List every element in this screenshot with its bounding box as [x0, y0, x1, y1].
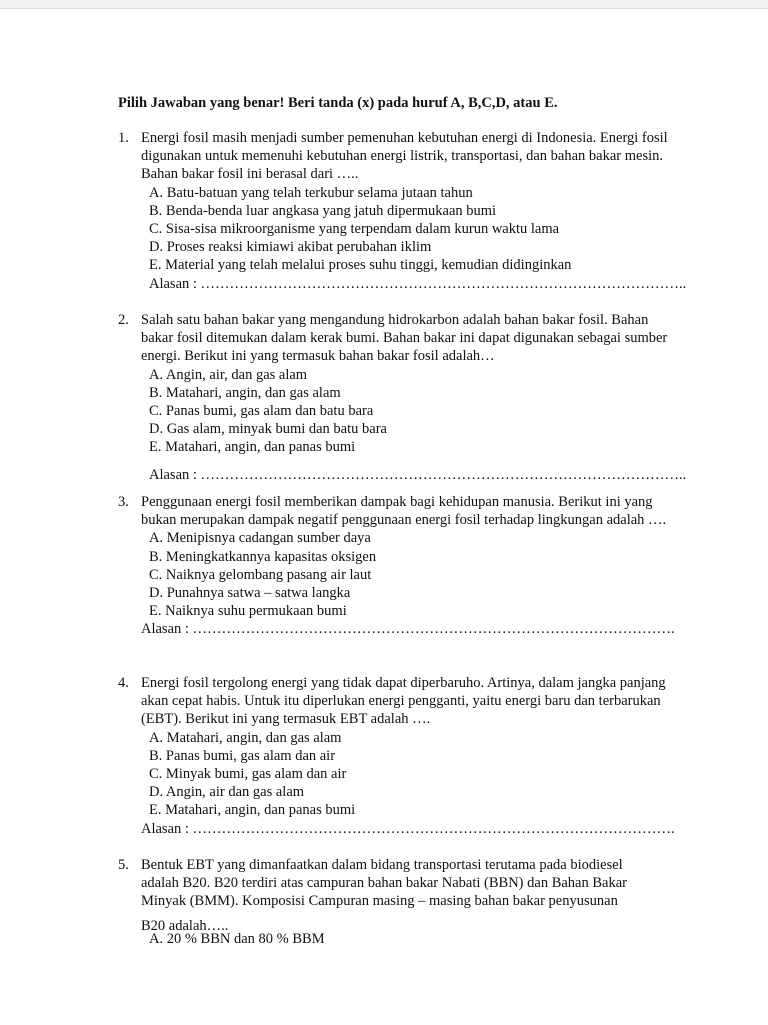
question-5: [118, 856, 678, 947]
question-1: [118, 129, 687, 293]
option-b[interactable]: B. Benda-benda luar angkasa yang jatuh dipermukaan bumi: [149, 202, 497, 219]
option-d[interactable]: D. Angin, air dan gas alam: [149, 784, 305, 801]
option-list: [149, 366, 678, 457]
option-b[interactable]: B. Matahari, angin, dan gas alam: [149, 384, 341, 401]
question-3: [118, 493, 678, 639]
option-c[interactable]: C. Minyak bumi, gas alam dan air: [149, 766, 347, 783]
option-b[interactable]: B. Panas bumi, gas alam dan air: [149, 747, 336, 764]
option-a[interactable]: A. 20 % BBN dan 80 % BBM: [149, 931, 325, 947]
option-a[interactable]: A. Angin, air, dan gas alam: [149, 366, 308, 383]
stem-line: adalah B20. B20 terdiri atas campuran bahan bakar Nabati (BBN) dan Bahan Bakar: [141, 875, 627, 892]
reason-line[interactable]: Alasan : ………………………………………………………………………………………..: [149, 466, 687, 483]
option-e[interactable]: E. Naiknya suhu permukaan bumi: [149, 603, 347, 620]
question-2: [118, 311, 687, 484]
question-stem: Penggunaan energi fosil memberikan dampak bagi kehidupan manusia. Berikut ini yang bukan merupakan dampak negatif penggunaan energi fosil terhadap lingkungan adalah ….: [141, 494, 667, 529]
instruction-heading: Pilih Jawaban yang benar! Beri tanda (x) pada huruf A, B,C,D, atau E.: [118, 95, 558, 111]
document-page: [0, 8, 768, 1025]
option-list: [149, 529, 678, 620]
option-c[interactable]: C. Sisa-sisa mikroorganisme yang terpendam dalam kurun waktu lama: [149, 221, 560, 238]
question-number: 1.: [118, 130, 129, 146]
option-d[interactable]: D. Proses reaksi kimiawi akibat perubahan iklim: [149, 239, 432, 256]
option-d[interactable]: D. Punahnya satwa – satwa langka: [149, 585, 351, 602]
option-b[interactable]: B. Meningkatkannya kapasitas oksigen: [149, 548, 377, 565]
option-e[interactable]: E. Matahari, angin, dan panas bumi: [149, 439, 356, 456]
reason-line[interactable]: Alasan : ……………………………………………………………………………………….: [141, 621, 675, 638]
question-number: 2.: [118, 312, 129, 328]
stem-line: B20 adalah…..: [141, 917, 229, 934]
reason-line[interactable]: Alasan : ……………………………………………………………………………………….: [141, 820, 675, 837]
option-a[interactable]: A. Batu-batuan yang telah terkubur selama jutaan tahun: [149, 184, 473, 201]
option-a[interactable]: A. Matahari, angin, dan gas alam: [149, 729, 342, 746]
question-stem: Energi fosil tergolong energi yang tidak dapat diperbaruho. Artinya, dalam jangka panjang akan cepat habis. Untuk itu diperlukan energi pengganti, yaitu energi baru dan terbarukan (EBT). Berikut ini yang termasuk EBT adalah ….: [141, 675, 666, 728]
option-c[interactable]: C. Panas bumi, gas alam dan batu bara: [149, 403, 374, 420]
stem-line: Minyak (BMM). Komposisi Campuran masing – masing bahan bakar penyusunan: [141, 893, 618, 910]
option-d[interactable]: D. Gas alam, minyak bumi dan batu bara: [149, 421, 387, 438]
question-stem: Energi fosil masih menjadi sumber pemenuhan kebutuhan energi di Indonesia. Energi fosil digunakan untuk memenuhi kebutuhan energi listrik, transportasi, dan bahan bakar mesin. Bahan bakar fosil ini berasal dari …..: [141, 130, 668, 183]
question-number: 4.: [118, 675, 129, 691]
option-a[interactable]: A. Menipisnya cadangan sumber daya: [149, 530, 371, 547]
option-c[interactable]: C. Naiknya gelombang pasang air laut: [149, 566, 372, 583]
reason-line[interactable]: Alasan : ………………………………………………………………………………………..: [149, 275, 687, 292]
option-e[interactable]: E. Material yang telah melalui proses suhu tinggi, kemudian didinginkan: [149, 257, 572, 274]
option-e[interactable]: E. Matahari, angin, dan panas bumi: [149, 802, 356, 819]
stem-line: Bentuk EBT yang dimanfaatkan dalam bidang transportasi terutama pada biodiesel: [141, 857, 623, 873]
option-list: [149, 729, 678, 820]
question-number: 3.: [118, 494, 129, 510]
question-4: [118, 674, 678, 838]
option-list: [149, 184, 678, 275]
question-stem: [141, 856, 676, 935]
question-number: 5.: [118, 857, 129, 873]
question-stem: Salah satu bahan bakar yang mengandung hidrokarbon adalah bahan bakar fosil. Bahan bakar fosil ditemukan dalam kerak bumi. Bahan bakar ini dapat digunakan sebagai sumber energi. Berikut ini yang termasuk bahan bakar fosil adalah…: [141, 312, 668, 365]
